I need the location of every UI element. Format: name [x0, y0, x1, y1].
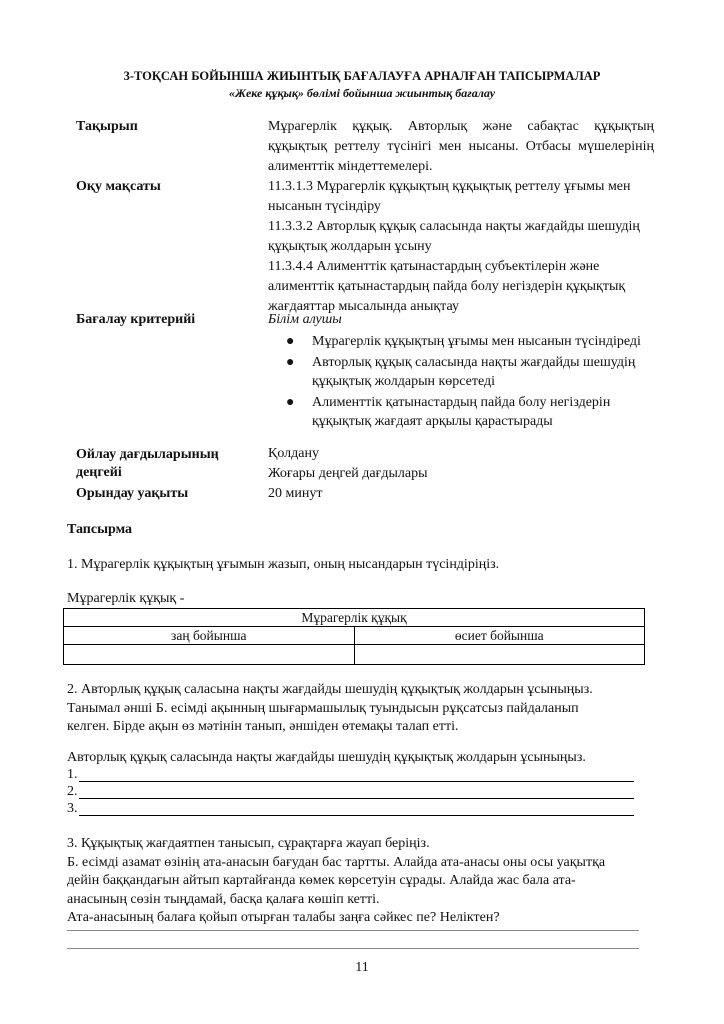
question-3-line: Б. есімді азамат өзінің ата-анасын бағудан бас тартты. Алайда ата-анасы оны осы уақытқа — [67, 854, 606, 870]
topic-label: Тақырып — [76, 119, 138, 134]
question-2-prompt: Авторлық құқық саласында нақты жағдайды шешудің құқықтық жолдарын ұсыныңыз. — [67, 750, 586, 765]
criteria-item: ● Авторлық құқық саласында нақты жағдайды шешудің құқықтық жолдарын көрсетеді — [286, 355, 636, 389]
question-3-line: Ата-анасының балаға қойып отырған талабы заңға сәйкес пе? Неліктен? — [67, 910, 500, 925]
question-2-line: келген. Бірде ақын өз мәтінін танып, әншіден өтемақы талап етті. — [67, 719, 459, 734]
criteria-list — [268, 332, 654, 433]
answer-number: 1. — [67, 767, 78, 782]
goals-label: Оқу мақсаты — [76, 179, 161, 194]
bullet-icon: ● — [286, 355, 295, 370]
time-value: 20 минут — [268, 486, 323, 501]
table-header-cell: Мұрагерлік құқық — [64, 609, 645, 627]
answer-cell[interactable] — [354, 645, 645, 665]
question-2 — [67, 681, 593, 737]
criteria-intro: Білім алушы — [268, 312, 342, 327]
answer-cell[interactable] — [64, 645, 355, 665]
table-column-header: өсиет бойынша — [354, 627, 645, 645]
thinking-label: Ойлау дағдыларының деңгейі — [76, 447, 219, 480]
question-3-line: дейін баққандағын айтып картайғанда көмек көрсетуін сұрады. Алайда жас бала ата- — [67, 873, 576, 888]
criteria-item: ● Алименттік қатынастардың пайда болу негіздерін құқықтық жағдаят арқылы қарастырады — [286, 395, 611, 429]
time-label: Орындау уақыты — [76, 486, 189, 501]
goals-list — [268, 177, 654, 317]
task-heading: Тапсырма — [67, 522, 133, 537]
answer-number: 2. — [67, 784, 78, 799]
question-3-line: анасының сөзін тыңдамай, басқа қалаға көшіп кетті. — [67, 891, 380, 907]
answer-line[interactable] — [67, 930, 639, 931]
question-2-line: 2. Авторлық құқық саласына нақты жағдайды шешудің құқықтық жолдарын ұсыныңыз. — [67, 682, 593, 697]
question-3-line: 3. Құқықтық жағдаятпен танысып, сұрақтарға жауап беріңіз. — [67, 836, 430, 851]
table-row — [64, 609, 645, 627]
thinking-value-1: Қолдану — [268, 446, 319, 461]
goal-item: 11.3.4.4 Алименттік қатынастардың субъектілерін және алименттік қатынастардың пайда болу негіздерін құқықтық жағдаяттар мысалында анықтау — [268, 259, 626, 314]
table-row — [64, 645, 645, 665]
answer-line[interactable] — [79, 798, 634, 799]
table-row — [64, 627, 645, 645]
page-number: 11 — [355, 960, 369, 975]
answer-number: 3. — [67, 801, 78, 816]
question-1-prompt: Мұрагерлік құқық - — [67, 591, 185, 606]
question-3 — [67, 835, 605, 928]
bullet-icon: ● — [286, 395, 295, 410]
answer-line[interactable] — [67, 948, 639, 949]
goal-item: 11.3.3.2 Авторлық құқық саласында нақты жағдайды шешудің құқықтық жолдарын ұсыну — [268, 219, 640, 254]
answer-line[interactable] — [79, 781, 634, 782]
topic-value: Мұрагерлік құқық. Авторлық және сабақтас құқықтың құқықтық реттелу түсінігі мен нысаны. Отбасы мүшелерінің алименттік міндеттемелері. — [268, 119, 654, 174]
criteria-item: ● Мұрагерлік құқықтың ұғымы мен нысанын түсіндіреді — [286, 334, 641, 349]
document-subtitle: «Жеке құқық» бөлімі бойынша жиынтық бағалау — [228, 86, 496, 100]
question-2-line: Танымал әнші Б. есімді ақынның шығармашылық туындысын рұқсатсыз пайдаланып — [67, 700, 579, 716]
bullet-icon: ● — [286, 334, 295, 349]
thinking-value-2: Жоғары деңгей дағдылары — [268, 466, 428, 481]
document-title: 3-ТОҚСАН БОЙЫНША ЖИЫНТЫҚ БАҒАЛАУҒА АРНАЛҒАН ТАПСЫРМАЛАР — [123, 69, 601, 83]
question-1: 1. Мұрагерлік құқықтың ұғымын жазып, оның нысандарын түсіндіріңіз. — [67, 557, 500, 572]
inheritance-table — [63, 608, 645, 665]
goal-item: 11.3.1.3 Мұрагерлік құқықтың құқықтық реттелу ұғымы мен нысанын түсіндіру — [268, 179, 631, 214]
answer-line[interactable] — [79, 815, 634, 816]
table-column-header: заң бойынша — [64, 627, 355, 645]
criteria-label: Бағалау критерийі — [76, 312, 196, 327]
